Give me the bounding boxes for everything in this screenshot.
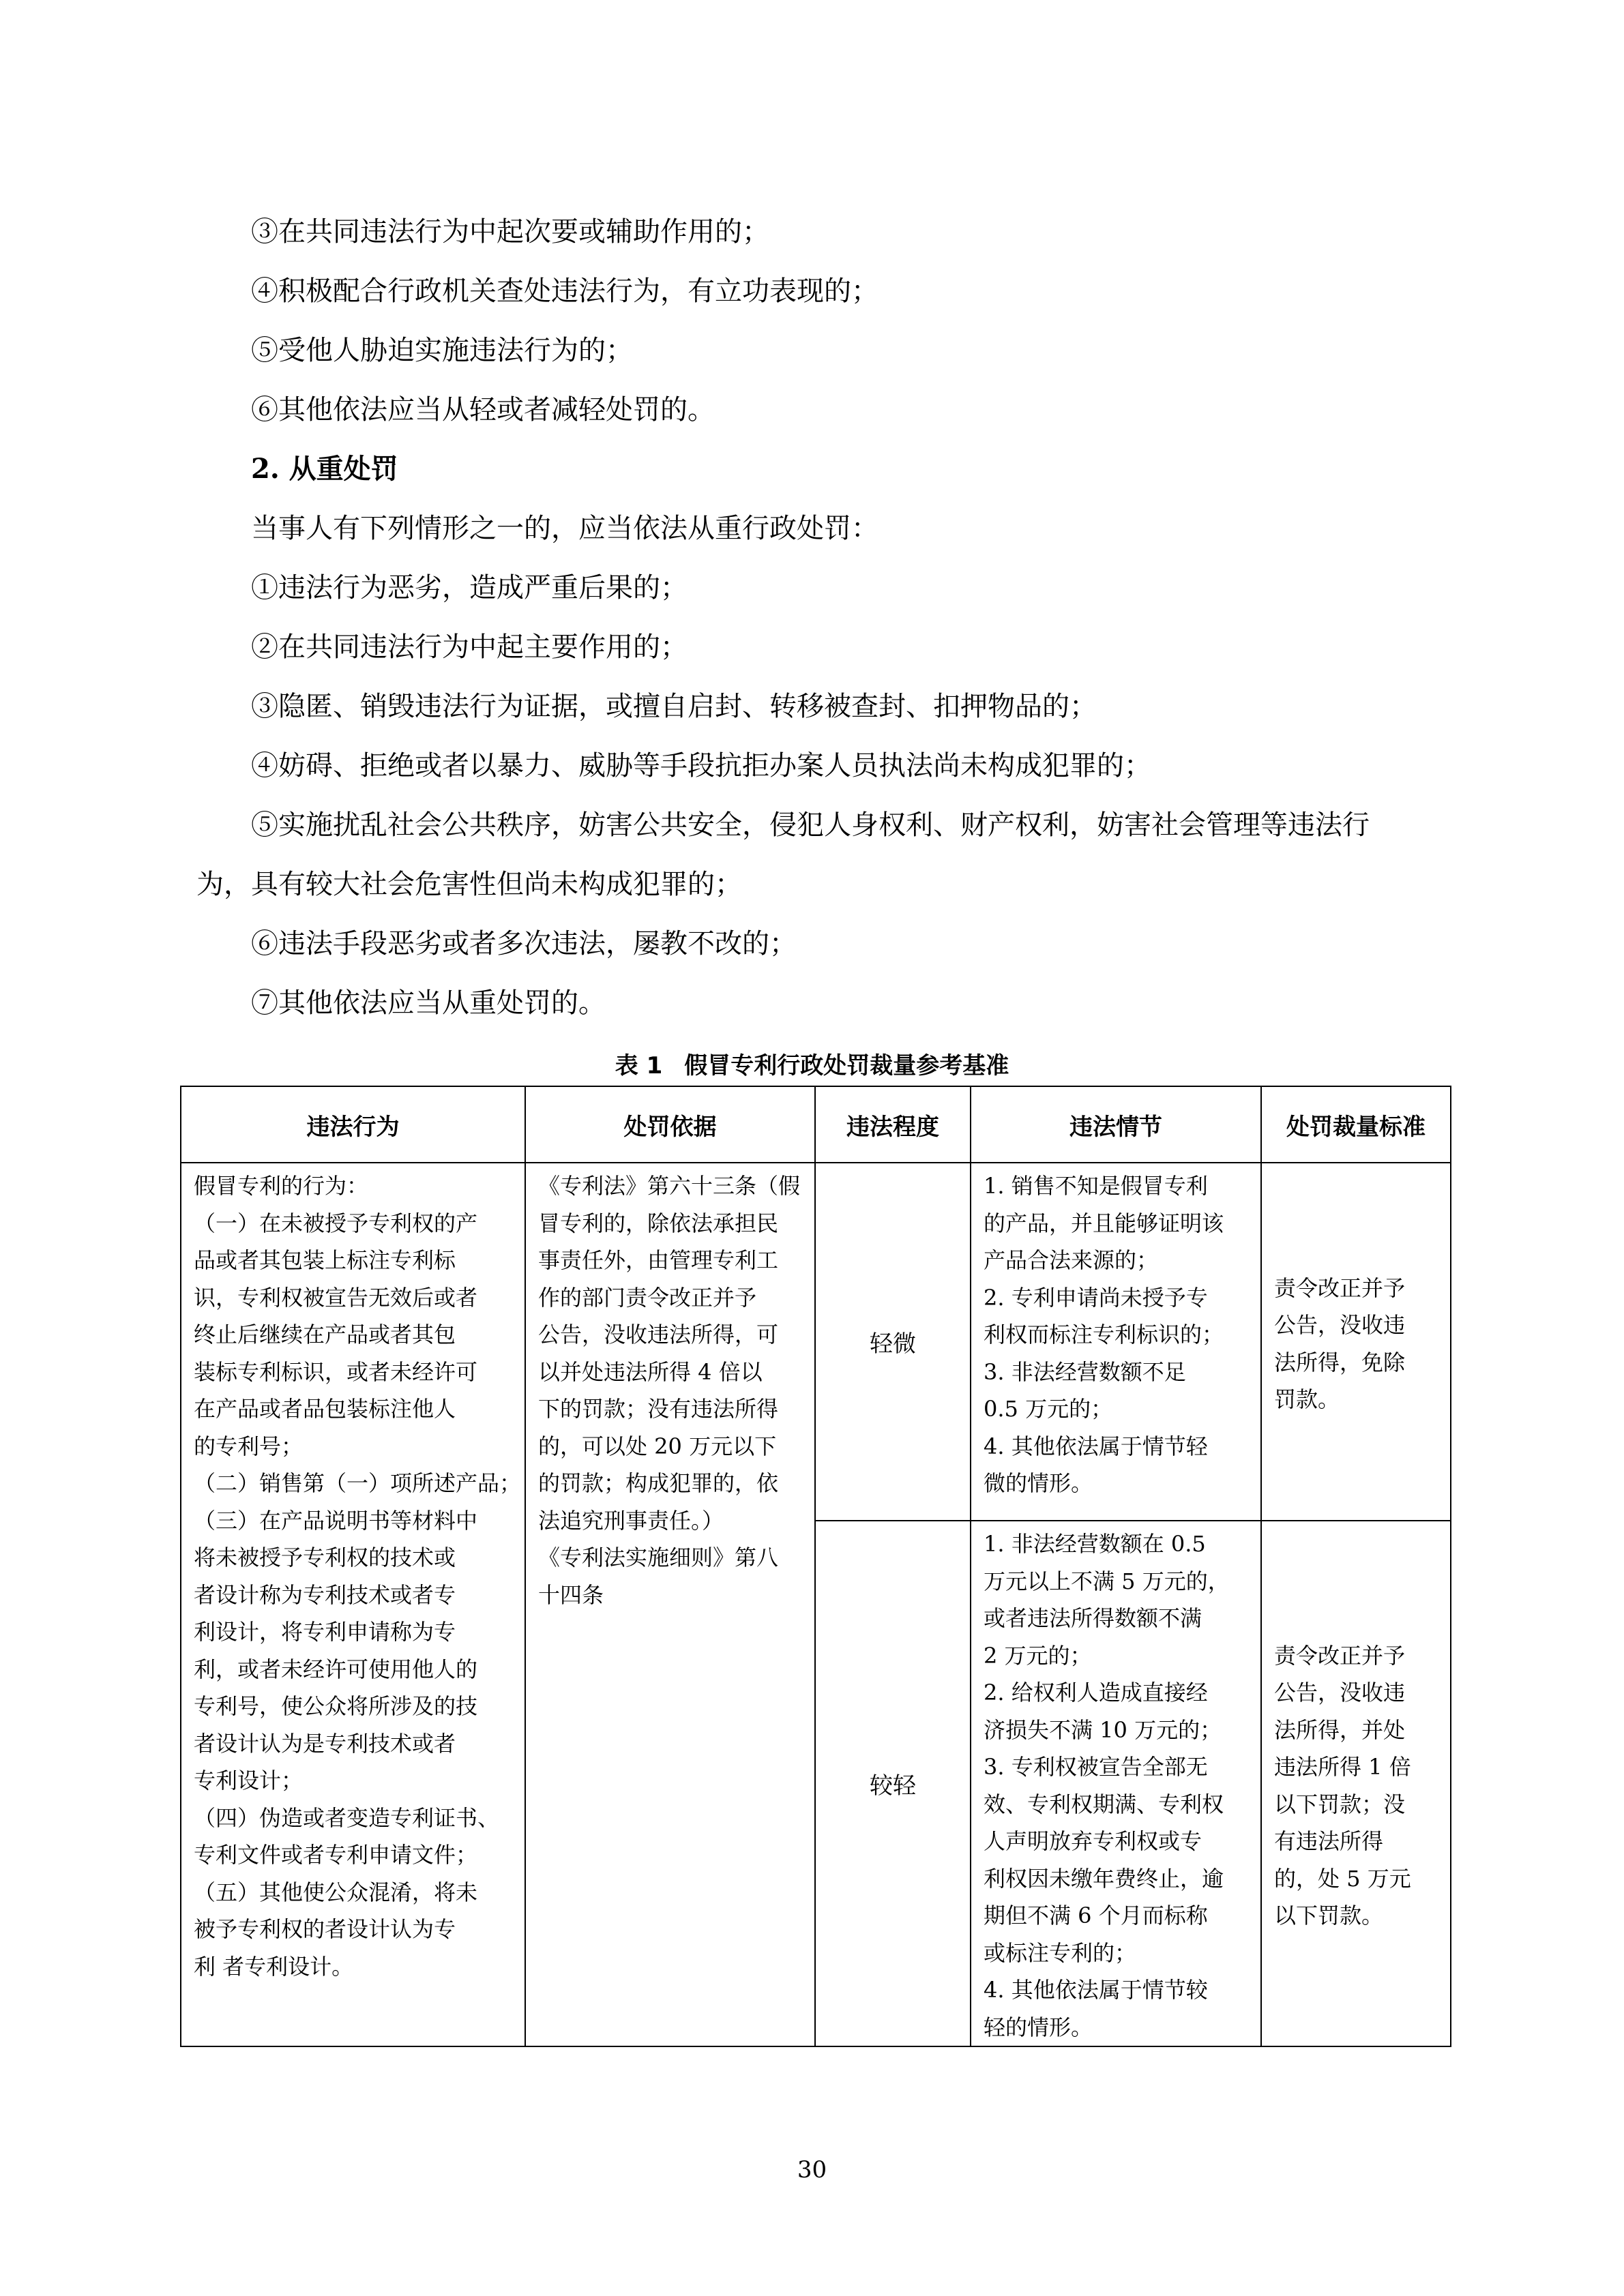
basis-cell (525, 1163, 815, 2046)
cell-line: 2. 给权利人造成直接经 (984, 1680, 1208, 1705)
cell-line: 的罚款；构成犯罪的，依 (538, 1470, 779, 1496)
header-standard: 处罚裁量标准 (1261, 1086, 1451, 1163)
behavior-cell (181, 1163, 525, 2046)
cell-line: 责令改正并予 (1274, 1274, 1406, 1301)
cell-line: （一）在未被授予专利权的产 (194, 1210, 478, 1236)
cell-line: 冒专利的，除依法承担民 (538, 1210, 779, 1236)
header-degree: 违法程度 (815, 1086, 971, 1163)
paragraph: ⑦其他依法应当从重处罚的。 (251, 987, 606, 1019)
paragraph: ⑥其他依法应当从轻或者减轻处罚的。 (251, 394, 715, 426)
cell-line: 公告，没收违法所得，可 (538, 1322, 779, 1347)
cell-line: 被予专利权的者设计认为专 (194, 1916, 456, 1942)
degree-cell: 轻微 (815, 1163, 971, 1521)
cell-line: 装标专利标识，或者未经许可 (194, 1358, 478, 1385)
table-caption-number: 表 1 (615, 1052, 663, 1079)
circumstance-text (971, 1163, 1260, 1502)
cell-line: 利设计，将专利申请称为专 (194, 1619, 456, 1645)
cell-line: 终止后继续在产品或者其包 (194, 1322, 456, 1347)
circumstance-cell (971, 1521, 1261, 2046)
paragraph: ①违法行为恶劣，造成严重后果的； (251, 572, 688, 603)
circumstance-cell (971, 1163, 1261, 1521)
cell-line: 2. 专利申请尚未授予专 (984, 1284, 1208, 1311)
cell-line: （五）其他使公众混淆，将未 (194, 1879, 478, 1905)
cell-line: 专利号，使公众将所涉及的技 (194, 1693, 478, 1719)
cell-line: 3. 非法经营数额不足 (984, 1358, 1186, 1385)
cell-line: 有违法所得 (1274, 1828, 1384, 1854)
table-caption-title: 假冒专利行政处罚裁量参考基准 (684, 1052, 1009, 1079)
cell-line: 或标注专利的； (984, 1939, 1137, 1966)
cell-line: 济损失不满 10 万元的； (984, 1716, 1222, 1743)
cell-line: 事责任外，由管理专利工 (538, 1247, 779, 1273)
paragraph: ③隐匿、销毁违法行为证据，或擅自启封、转移被查封、扣押物品的； (251, 691, 1097, 722)
cell-line: 《专利法实施细则》第八 (538, 1545, 779, 1570)
paragraph: 当事人有下列情形之一的，应当依法从重行政处罚： (251, 513, 879, 544)
cell-line: 将未被授予专利权的技术或 (194, 1545, 456, 1570)
cell-line: 以下罚款；没 (1274, 1791, 1406, 1817)
paragraph: ②在共同违法行为中起主要作用的； (251, 631, 688, 663)
cell-line: 产品合法来源的； (984, 1247, 1159, 1273)
cell-line: 利权而标注专利标识的； (984, 1322, 1224, 1347)
cell-line: 利 者专利设计。 (194, 1953, 354, 1980)
cell-line: 法追究刑事责任。） (538, 1507, 724, 1534)
cell-line: 0.5 万元的； (984, 1396, 1113, 1422)
cell-line: （四）伪造或者变造专利证书、 (194, 1804, 500, 1831)
cell-line: 法所得，并处 (1274, 1716, 1406, 1743)
degree-cell: 较轻 (815, 1521, 971, 2046)
standard-cell (1261, 1163, 1451, 1521)
standard-cell (1261, 1521, 1451, 2046)
penalty-table (180, 1086, 1451, 2047)
header-circumstance: 违法情节 (971, 1086, 1261, 1163)
paragraph-continuation: 为，具有较大社会危害性但尚未构成犯罪的； (196, 869, 742, 900)
cell-line: 违法所得 1 倍 (1274, 1754, 1411, 1780)
standard-text (1262, 1266, 1450, 1418)
cell-line: （三）在产品说明书等材料中 (194, 1507, 478, 1534)
cell-line: 1. 销售不知是假冒专利 (984, 1173, 1208, 1199)
paragraph: ④积极配合行政机关查处违法行为，有立功表现的； (251, 275, 879, 307)
cell-line: 微的情形。 (984, 1470, 1093, 1496)
behavior-text (181, 1163, 525, 1985)
cell-line: 罚款。 (1274, 1386, 1340, 1412)
cell-line: 的，处 5 万元 (1274, 1865, 1411, 1892)
circumstance-text (971, 1521, 1260, 2046)
cell-line: 者设计认为是专利技术或者 (194, 1730, 456, 1757)
standard-text (1262, 1633, 1450, 1935)
basis-text (526, 1163, 814, 1613)
cell-line: 识，专利权被宣告无效后或者 (194, 1284, 478, 1311)
cell-line: 利，或者未经许可使用他人的 (194, 1656, 478, 1682)
header-basis: 处罚依据 (525, 1086, 815, 1163)
table-caption (0, 1047, 1624, 1080)
cell-line: 万元以上不满 5 万元的， (984, 1568, 1230, 1594)
paragraph: ⑤受他人胁迫实施违法行为的； (251, 335, 633, 366)
cell-line: 公告，没收违 (1274, 1680, 1406, 1705)
cell-line: 在产品或者品包装标注他人 (194, 1396, 456, 1422)
cell-line: 的专利号； (194, 1433, 304, 1459)
cell-line: 4. 其他依法属于情节轻 (984, 1433, 1208, 1459)
cell-line: 以下罚款。 (1274, 1903, 1384, 1928)
cell-line: 利权因未缴年费终止，逾 (984, 1865, 1224, 1892)
table-row (181, 1163, 1451, 1521)
cell-line: 作的部门责令改正并予 (538, 1284, 757, 1311)
cell-line: 2 万元的； (984, 1642, 1092, 1669)
cell-line: 假冒专利的行为： (194, 1173, 369, 1199)
cell-line: 或者违法所得数额不满 (984, 1605, 1202, 1631)
table-header-row (181, 1086, 1451, 1163)
paragraph: ⑤实施扰乱社会公共秩序，妨害公共安全，侵犯人身权利、财产权利，妨害社会管理等违法行 (251, 809, 1370, 841)
cell-line: 3. 专利权被宣告全部无 (984, 1754, 1208, 1780)
cell-line: 公告，没收违 (1274, 1312, 1406, 1338)
paragraph: ④妨碍、拒绝或者以暴力、威胁等手段抗拒办案人员执法尚未构成犯罪的； (251, 750, 1151, 781)
cell-line: 4. 其他依法属于情节较 (984, 1977, 1208, 2003)
cell-line: 效、专利权期满、专利权 (984, 1791, 1224, 1817)
cell-line: 的产品，并且能够证明该 (984, 1210, 1224, 1236)
cell-line: 人声明放弃专利权或专 (984, 1828, 1202, 1854)
cell-line: 十四条 (538, 1581, 604, 1608)
page-number: 30 (797, 2156, 827, 2183)
cell-line: 《专利法》第六十三条（假 (538, 1173, 801, 1199)
header-behavior: 违法行为 (181, 1086, 525, 1163)
cell-line: （二）销售第（一）项所述产品； (194, 1470, 522, 1496)
cell-line: 专利设计； (194, 1768, 304, 1793)
cell-line: 轻的情形。 (984, 2014, 1093, 2040)
paragraph: ③在共同违法行为中起次要或辅助作用的； (251, 216, 769, 248)
cell-line: 期但不满 6 个月而标称 (984, 1903, 1208, 1928)
cell-line: 者设计称为专利技术或者专 (194, 1581, 456, 1608)
cell-line: 责令改正并予 (1274, 1642, 1406, 1669)
cell-line: 以并处违法所得 4 倍以 (538, 1358, 763, 1385)
paragraph: ⑥违法手段恶劣或者多次违法，屡教不改的； (251, 928, 797, 959)
cell-line: 专利文件或者专利申请文件； (194, 1842, 478, 1868)
cell-line: 的，可以处 20 万元以下 (538, 1433, 777, 1459)
cell-line: 1. 非法经营数额在 0.5 (984, 1531, 1206, 1557)
section-heading: 2. 从重处罚 (251, 453, 398, 485)
cell-line: 下的罚款；没有违法所得 (538, 1396, 779, 1422)
cell-line: 法所得，免除 (1274, 1349, 1406, 1375)
cell-line: 品或者其包装上标注专利标 (194, 1247, 456, 1273)
